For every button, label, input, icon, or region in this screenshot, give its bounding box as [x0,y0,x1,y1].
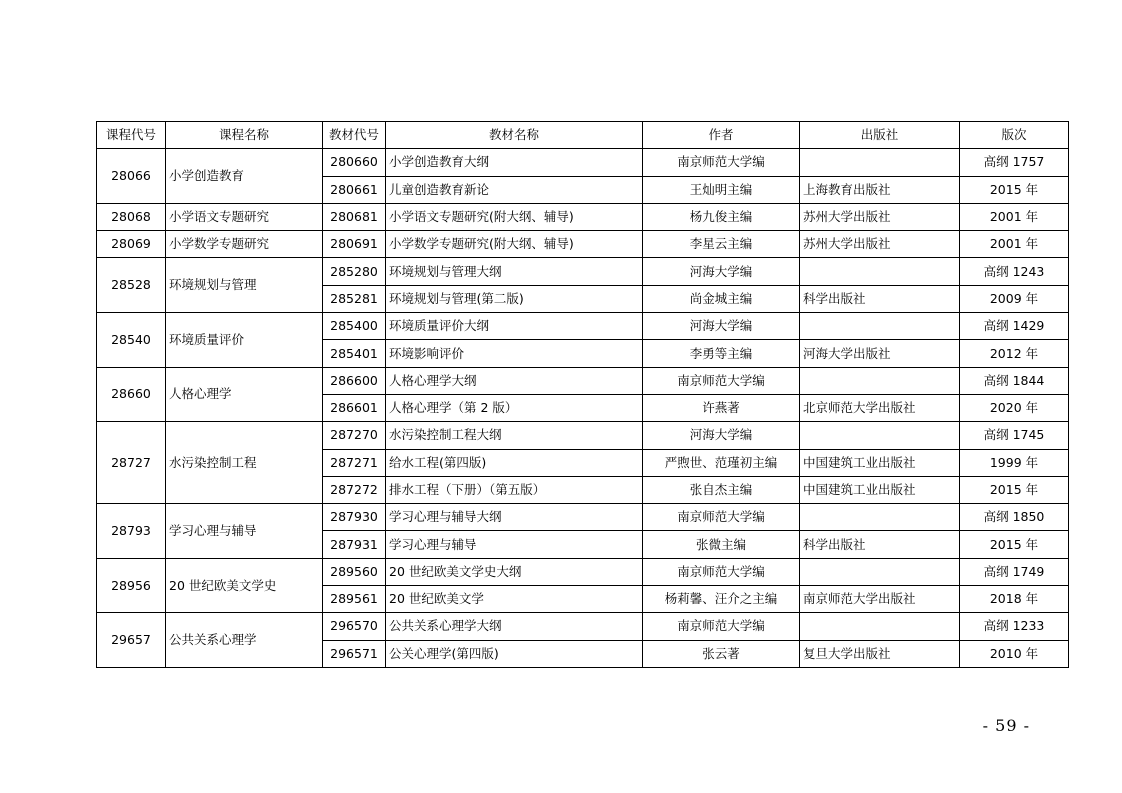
table-row [97,504,1069,531]
book-title-cell: 小学数学专题研究(附大纲、辅导) [386,231,643,258]
table-row [97,313,1069,340]
edition-cell: 高纲 1749 [960,558,1069,585]
course-code-cell: 28069 [97,231,166,258]
course-name-cell: 小学创造教育 [166,149,323,204]
book-title-cell: 儿童创造教育新论 [386,176,643,203]
book-title-cell: 排水工程（下册）（第五版） [386,476,643,503]
author-cell: 南京师范大学编 [643,149,800,176]
course-name-cell: 小学语文专题研究 [166,203,323,230]
publisher-cell: 上海教育出版社 [800,176,960,203]
edition-cell: 2015 年 [960,531,1069,558]
table-row [97,422,1069,449]
edition-cell: 2018 年 [960,586,1069,613]
course-code-cell: 28066 [97,149,166,204]
edition-cell: 高纲 1850 [960,504,1069,531]
author-cell: 河海大学编 [643,258,800,285]
author-cell: 杨莉馨、汪介之主编 [643,586,800,613]
table-row [97,558,1069,585]
publisher-cell [800,258,960,285]
author-cell: 河海大学编 [643,313,800,340]
edition-cell: 2001 年 [960,231,1069,258]
book-title-cell: 环境质量评价大纲 [386,313,643,340]
author-cell: 南京师范大学编 [643,613,800,640]
publisher-cell: 复旦大学出版社 [800,640,960,667]
book-code-cell: 285280 [323,258,386,285]
edition-cell: 2001 年 [960,203,1069,230]
publisher-cell [800,367,960,394]
course-name-cell: 水污染控制工程 [166,422,323,504]
publisher-cell [800,613,960,640]
publisher-cell: 南京师范大学出版社 [800,586,960,613]
book-code-cell: 280691 [323,231,386,258]
header-edition: 版次 [960,122,1069,149]
book-title-cell: 环境规划与管理大纲 [386,258,643,285]
edition-cell: 高纲 1243 [960,258,1069,285]
table-row [97,258,1069,285]
book-code-cell: 285281 [323,285,386,312]
table-row [97,203,1069,230]
header-course-code: 课程代号 [97,122,166,149]
book-code-cell: 286601 [323,394,386,421]
book-code-cell: 287930 [323,504,386,531]
book-code-cell: 287271 [323,449,386,476]
publisher-cell: 苏州大学出版社 [800,231,960,258]
book-title-cell: 公关心理学(第四版) [386,640,643,667]
edition-cell: 2009 年 [960,285,1069,312]
book-title-cell: 20 世纪欧美文学史大纲 [386,558,643,585]
course-code-cell: 28793 [97,504,166,559]
edition-cell: 2015 年 [960,476,1069,503]
table-row [97,367,1069,394]
course-name-cell: 人格心理学 [166,367,323,422]
book-title-cell: 水污染控制工程大纲 [386,422,643,449]
table-body [97,149,1069,668]
course-code-cell: 28540 [97,313,166,368]
course-code-cell: 28660 [97,367,166,422]
publisher-cell: 中国建筑工业出版社 [800,476,960,503]
book-code-cell: 285401 [323,340,386,367]
book-title-cell: 人格心理学大纲 [386,367,643,394]
book-title-cell: 学习心理与辅导 [386,531,643,558]
author-cell: 李勇等主编 [643,340,800,367]
edition-cell: 2010 年 [960,640,1069,667]
book-code-cell: 289561 [323,586,386,613]
header-author: 作者 [643,122,800,149]
book-title-cell: 小学语文专题研究(附大纲、辅导) [386,203,643,230]
publisher-cell [800,422,960,449]
book-code-cell: 286600 [323,367,386,394]
author-cell: 杨九俊主编 [643,203,800,230]
publisher-cell [800,558,960,585]
header-row [97,122,1069,149]
author-cell: 南京师范大学编 [643,504,800,531]
book-code-cell: 285400 [323,313,386,340]
header-publisher: 出版社 [800,122,960,149]
course-code-cell: 28528 [97,258,166,313]
book-title-cell: 人格心理学（第 2 版） [386,394,643,421]
table-row [97,231,1069,258]
author-cell: 许燕著 [643,394,800,421]
course-name-cell: 学习心理与辅导 [166,504,323,559]
book-title-cell: 小学创造教育大纲 [386,149,643,176]
book-code-cell: 280660 [323,149,386,176]
book-code-cell: 287270 [323,422,386,449]
course-code-cell: 29657 [97,613,166,668]
course-name-cell: 环境质量评价 [166,313,323,368]
header-book-title: 教材名称 [386,122,643,149]
course-name-cell: 20 世纪欧美文学史 [166,558,323,613]
header-course-name: 课程名称 [166,122,323,149]
publisher-cell: 中国建筑工业出版社 [800,449,960,476]
table-row [97,149,1069,176]
book-title-cell: 给水工程(第四版) [386,449,643,476]
edition-cell: 高纲 1745 [960,422,1069,449]
course-name-cell: 公共关系心理学 [166,613,323,668]
book-code-cell: 296571 [323,640,386,667]
author-cell: 尚金城主编 [643,285,800,312]
book-code-cell: 296570 [323,613,386,640]
book-title-cell: 公共关系心理学大纲 [386,613,643,640]
header-book-code: 教材代号 [323,122,386,149]
book-code-cell: 287931 [323,531,386,558]
publisher-cell: 科学出版社 [800,285,960,312]
edition-cell: 高纲 1429 [960,313,1069,340]
author-cell: 河海大学编 [643,422,800,449]
author-cell: 王灿明主编 [643,176,800,203]
course-code-cell: 28727 [97,422,166,504]
edition-cell: 2012 年 [960,340,1069,367]
book-code-cell: 280681 [323,203,386,230]
publisher-cell: 河海大学出版社 [800,340,960,367]
book-title-cell: 环境规划与管理(第二版) [386,285,643,312]
book-title-cell: 20 世纪欧美文学 [386,586,643,613]
publisher-cell: 北京师范大学出版社 [800,394,960,421]
course-name-cell: 环境规划与管理 [166,258,323,313]
author-cell: 张云著 [643,640,800,667]
author-cell: 南京师范大学编 [643,367,800,394]
author-cell: 张自杰主编 [643,476,800,503]
edition-cell: 高纲 1233 [960,613,1069,640]
book-code-cell: 287272 [323,476,386,503]
edition-cell: 2015 年 [960,176,1069,203]
course-code-cell: 28068 [97,203,166,230]
table-row [97,613,1069,640]
book-title-cell: 环境影响评价 [386,340,643,367]
edition-cell: 1999 年 [960,449,1069,476]
edition-cell: 高纲 1844 [960,367,1069,394]
publisher-cell [800,504,960,531]
book-title-cell: 学习心理与辅导大纲 [386,504,643,531]
author-cell: 南京师范大学编 [643,558,800,585]
author-cell: 严煦世、范瑾初主编 [643,449,800,476]
book-code-cell: 280661 [323,176,386,203]
syllabus-table [96,121,1069,668]
publisher-cell: 科学出版社 [800,531,960,558]
page-number: - 59 - [982,716,1030,735]
course-name-cell: 小学数学专题研究 [166,231,323,258]
author-cell: 张微主编 [643,531,800,558]
publisher-cell [800,149,960,176]
publisher-cell: 苏州大学出版社 [800,203,960,230]
book-code-cell: 289560 [323,558,386,585]
edition-cell: 2020 年 [960,394,1069,421]
author-cell: 李星云主编 [643,231,800,258]
publisher-cell [800,313,960,340]
course-code-cell: 28956 [97,558,166,613]
edition-cell: 高纲 1757 [960,149,1069,176]
